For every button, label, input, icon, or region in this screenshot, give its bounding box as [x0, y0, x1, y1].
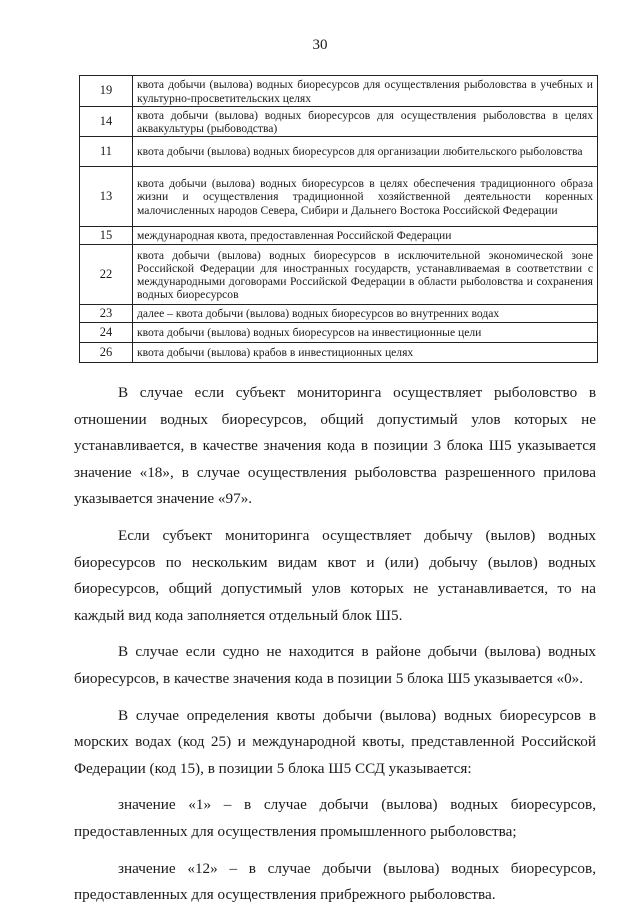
table-row — [80, 245, 598, 305]
quota-description-cell: квота добычи (вылова) водных биоресурсов на инвестиционные цели — [133, 323, 598, 343]
quota-description-cell: квота добычи (вылова) водных биоресурсов в целях обеспечения традиционного образа жизни и осуществления традиционной хозяйственной деятельности коренных малочисленных народов Севера, Сибири и Дальнего Востока Российской Федерации — [133, 167, 598, 227]
quota-description-cell: квота добычи (вылова) водных биоресурсов для осуществления рыболовства в учебных и культурно-просветительских целях — [133, 76, 598, 107]
paragraph: значение «12» – в случае добычи (вылова) водных биоресурсов, предоставленных для осуществления прибрежного рыболовства. — [74, 859, 596, 904]
paragraph: значение «1» – в случае добычи (вылова) водных биоресурсов, предоставленных для осуществления промышленного рыболовства; — [74, 796, 596, 840]
paragraph: Если субъект мониторинга осуществляет добычу (вылов) водных биоресурсов по нескольким видам квот и (или) добычу (вылов) водных биоресурсов, общий допустимый улов которых не устанавливается, то на каждый вид кода заполняется отдельный блок Ш5. — [74, 526, 596, 624]
quota-codes-table — [79, 75, 598, 363]
quota-code-cell: 23 — [80, 305, 133, 323]
quota-code-cell: 14 — [80, 107, 133, 137]
quota-code-cell: 26 — [80, 343, 133, 363]
quota-code-cell: 11 — [80, 137, 133, 167]
quota-description-cell: квота добычи (вылова) водных биоресурсов для осуществления рыболовства в целях аквакультуры (рыбоводства) — [133, 107, 598, 137]
quota-code-cell: 24 — [80, 323, 133, 343]
table-row — [80, 227, 598, 245]
quota-description-cell: квота добычи (вылова) водных биоресурсов для организации любительского рыболовства — [133, 137, 598, 167]
body-text — [74, 380, 596, 919]
paragraph: В случае если судно не находится в районе добычи (вылова) водных биоресурсов, в качестве значения кода в позиции 5 блока Ш5 указывается «0». — [74, 643, 596, 687]
quota-description-cell: далее – квота добычи (вылова) водных биоресурсов во внутренних водах — [133, 305, 598, 323]
paragraph: В случае определения квоты добычи (вылова) водных биоресурсов в морских водах (код 25) и международной квоты, представленной Российской Федерации (код 15), в позиции 5 блока Ш5 ССД указывается: — [74, 706, 596, 777]
table-row — [80, 107, 598, 137]
quota-description-cell: квота добычи (вылова) водных биоресурсов в исключительной экономической зоне Российской Федерации для иностранных государств, устанавливаемая в соответствии с международными договорами Российской Федерации в области рыболовства и сохранения водных биоресурсов — [133, 245, 598, 305]
table-row — [80, 323, 598, 343]
table-row — [80, 167, 598, 227]
quota-code-cell: 22 — [80, 245, 133, 305]
quota-code-cell: 15 — [80, 227, 133, 245]
page-number: 30 — [312, 37, 328, 53]
table-row — [80, 137, 598, 167]
paragraph: В случае если субъект мониторинга осуществляет рыболовство в отношении водных биоресурсов, общий допустимый улов которых не устанавливается, в качестве значения кода в позиции 3 блока Ш5 указывается значение «18», в случае осуществления рыболовства разрешенного прилова указывается значение «97». — [74, 384, 596, 508]
table-row — [80, 305, 598, 323]
quota-code-cell: 13 — [80, 167, 133, 227]
quota-description-cell: квота добычи (вылова) крабов в инвестиционных целях — [133, 343, 598, 363]
table-row — [80, 76, 598, 107]
quota-code-cell: 19 — [80, 76, 133, 107]
table-row — [80, 343, 598, 363]
quota-description-cell: международная квота, предоставленная Российской Федерации — [133, 227, 598, 245]
